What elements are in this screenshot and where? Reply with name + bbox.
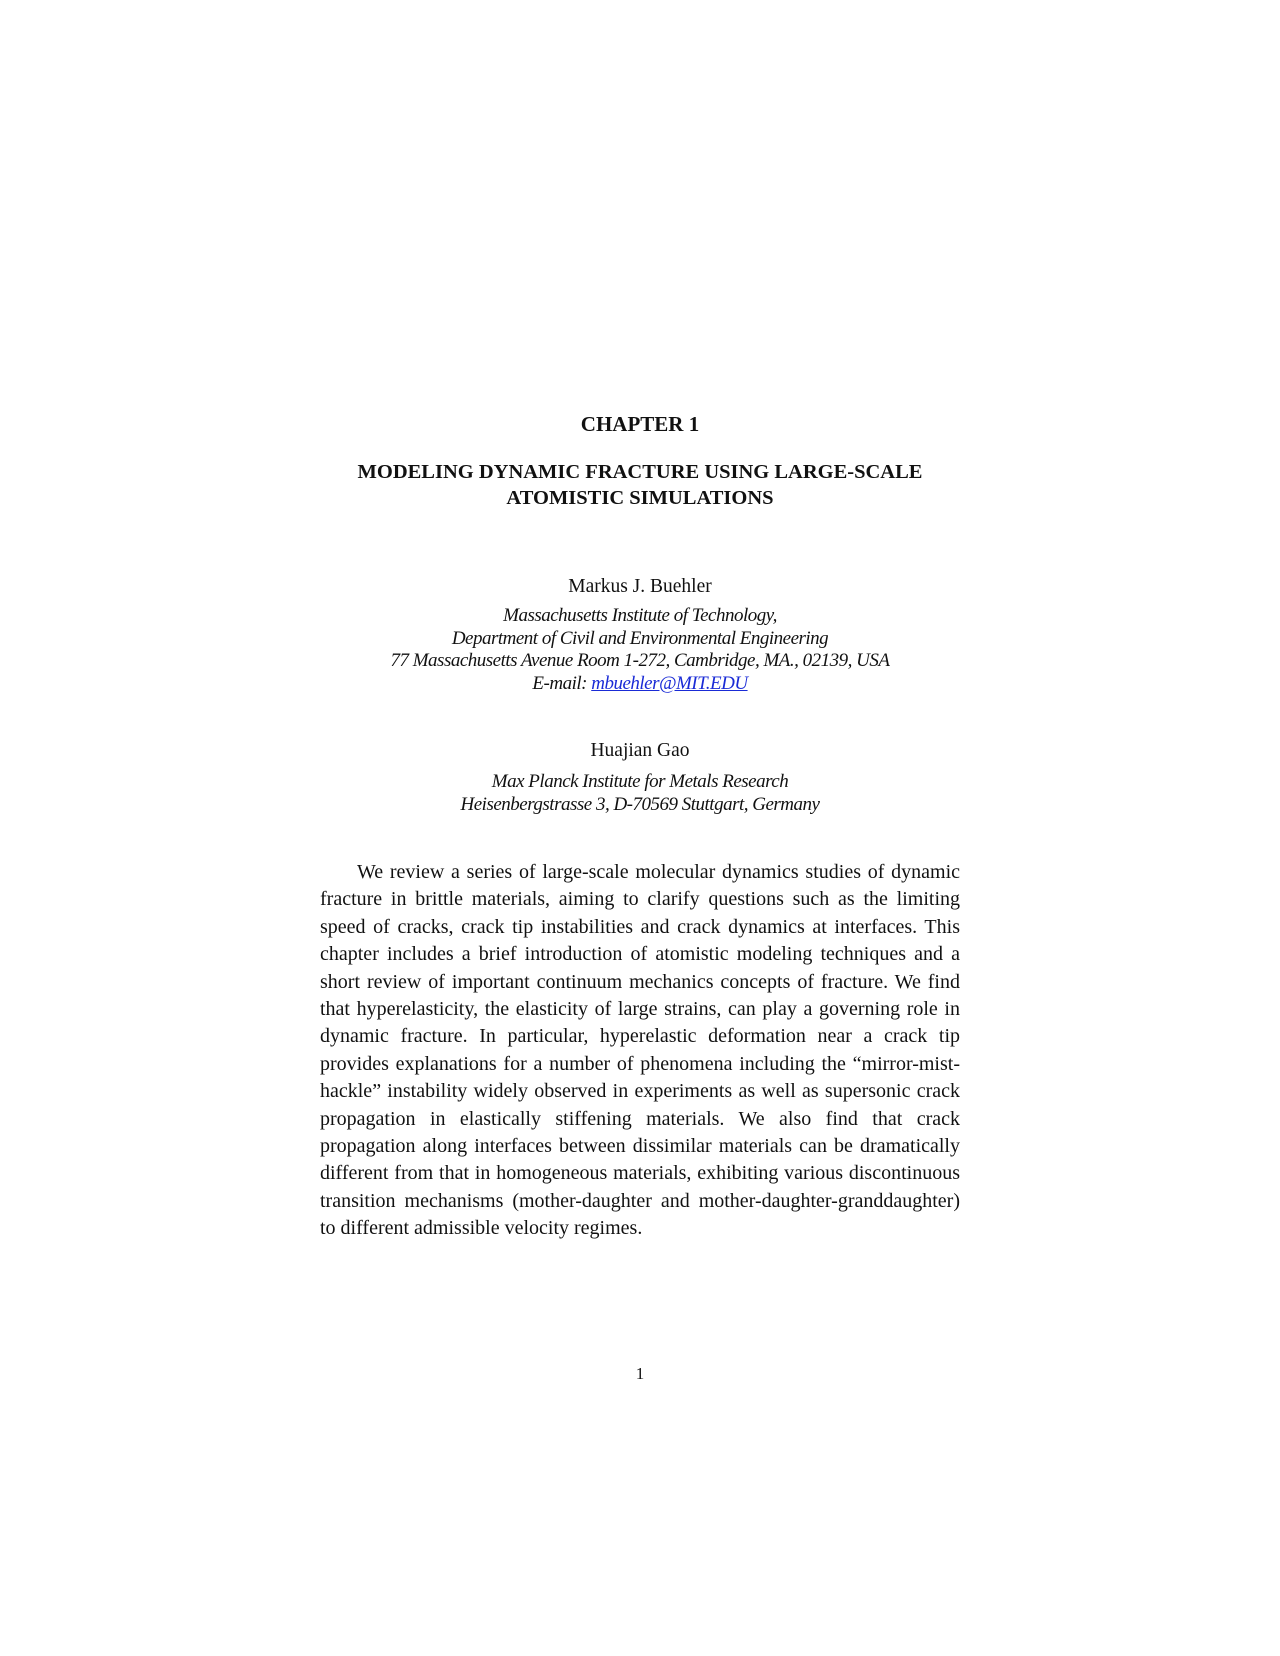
author-name-buehler: Markus J. Buehler [568,576,712,597]
email-link[interactable]: mbuehler@MIT.EDU [591,672,748,694]
chapter-title-line-1: MODELING DYNAMIC FRACTURE USING LARGE-SCALE [357,461,923,483]
affiliation-line: 77 Massachusetts Avenue Room 1-272, Cambridge, MA., 02139, USA [390,650,890,671]
affiliation-line: Max Planck Institute for Metals Research [491,771,789,792]
page-number: 1 [635,1364,645,1383]
affiliation-gao [200,771,1080,816]
author-name-gao: Huajian Gao [590,740,690,761]
affiliation-buehler [200,605,1080,695]
chapter-title [240,459,1040,511]
affiliation-line: Heisenbergstrasse 3, D-70569 Stuttgart, Germany [460,793,820,815]
affiliation-line: Department of Civil and Environmental Engineering [451,627,829,649]
email-line [200,673,1080,696]
chapter-title-line-2: ATOMISTIC SIMULATIONS [506,487,774,509]
email-label: E-mail: [532,672,592,694]
chapter-label: CHAPTER 1 [580,412,700,436]
abstract-paragraph: We review a series of large-scale molecular dynamics studies of dynamic fracture in brittle materials, aiming to clarify questions such as the limiting speed of cracks, crack tip instabilities and crack dynamics at interfaces. This chapter includes a brief introduction of atomistic modeling techniques and a short review of important continuum mechanics concepts of fracture. We find that hyperelasticity, the elasticity of large strains, can play a governing role in dynamic fracture. In particular, hyperelastic deformation near a crack tip provides explanations for a number of phenomena including the “mirror-mist-hackle” instability widely observed in experiments as well as supersonic crack propagation in elastically stiffening materials. We also find that crack propagation along interfaces between dissimilar materials can be dramatically different from that in homogeneous materials, exhibiting various discontinuous transition mechanisms (mother-daughter and mother-daughter-granddaughter) to different admissible velocity regimes. [320,861,960,1240]
affiliation-line: Massachusetts Institute of Technology, [503,605,777,626]
